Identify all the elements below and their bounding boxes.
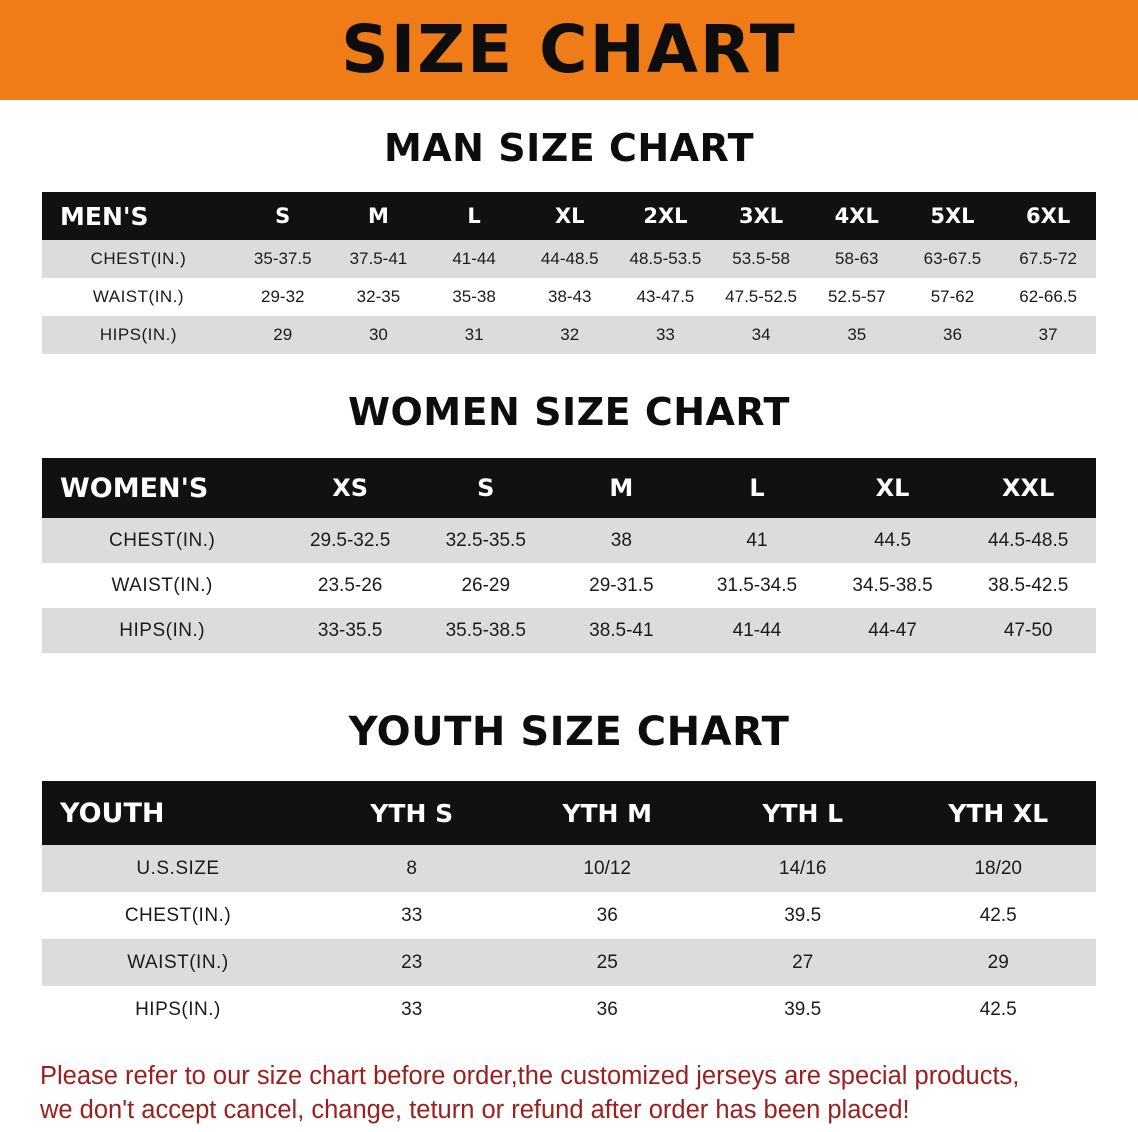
women-header-xs: XS xyxy=(282,458,418,518)
man-header-xl: XL xyxy=(522,192,618,240)
women-section-heading: WOMEN SIZE CHART xyxy=(348,390,790,434)
women-table-header xyxy=(42,458,1096,518)
man-hips-6xl: 37 xyxy=(1000,316,1096,354)
table-row xyxy=(42,316,1096,354)
man-header-s: S xyxy=(235,192,331,240)
man-hips-4xl: 35 xyxy=(809,316,905,354)
women-hips-m: 38.5-41 xyxy=(554,608,690,653)
man-header-mens: MEN'S xyxy=(42,192,235,240)
man-header-6xl: 6XL xyxy=(1000,192,1096,240)
man-header-4xl: 4XL xyxy=(809,192,905,240)
women-waist-xl: 34.5-38.5 xyxy=(825,563,961,608)
youth-section-heading: YOUTH SIZE CHART xyxy=(348,709,790,755)
table-header-row xyxy=(42,781,1096,845)
man-row-label-hips: HIPS(IN.) xyxy=(42,316,235,354)
man-chest-5xl: 63-67.5 xyxy=(905,240,1001,278)
youth-table-header xyxy=(42,781,1096,845)
man-row-label-chest: CHEST(IN.) xyxy=(42,240,235,278)
women-header-xl: XL xyxy=(825,458,961,518)
table-row xyxy=(42,892,1096,939)
youth-waist-ythxl: 29 xyxy=(900,939,1096,986)
women-row-label-waist: WAIST(IN.) xyxy=(42,563,282,608)
women-chest-xl: 44.5 xyxy=(825,518,961,563)
youth-waist-yths: 23 xyxy=(314,939,510,986)
women-chest-s: 32.5-35.5 xyxy=(418,518,554,563)
youth-row-label-ussize: U.S.SIZE xyxy=(42,845,314,892)
man-row-label-waist: WAIST(IN.) xyxy=(42,278,235,316)
youth-header-ythl: YTH L xyxy=(705,781,901,845)
youth-table-body xyxy=(42,845,1096,1033)
youth-hips-ythm: 36 xyxy=(509,986,705,1033)
youth-table-wrap xyxy=(42,781,1096,1033)
order-policy-note xyxy=(40,1059,1098,1128)
man-hips-l: 31 xyxy=(426,316,522,354)
youth-size-table xyxy=(42,781,1096,1033)
table-row xyxy=(42,939,1096,986)
women-chest-m: 38 xyxy=(554,518,690,563)
man-waist-6xl: 62-66.5 xyxy=(1000,278,1096,316)
man-chest-s: 35-37.5 xyxy=(235,240,331,278)
man-header-2xl: 2XL xyxy=(618,192,714,240)
table-row xyxy=(42,845,1096,892)
women-header-m: M xyxy=(554,458,690,518)
youth-row-label-chest: CHEST(IN.) xyxy=(42,892,314,939)
man-header-5xl: 5XL xyxy=(905,192,1001,240)
women-chest-l: 41 xyxy=(689,518,825,563)
size-chart-banner xyxy=(0,0,1138,100)
man-header-m: M xyxy=(331,192,427,240)
women-size-table xyxy=(42,458,1096,653)
youth-ussize-ythm: 10/12 xyxy=(509,845,705,892)
table-row xyxy=(42,608,1096,653)
women-row-label-hips: HIPS(IN.) xyxy=(42,608,282,653)
man-chest-4xl: 58-63 xyxy=(809,240,905,278)
youth-header-youth: YOUTH xyxy=(42,781,314,845)
man-chest-2xl: 48.5-53.5 xyxy=(618,240,714,278)
women-hips-xxl: 47-50 xyxy=(960,608,1096,653)
women-header-l: L xyxy=(689,458,825,518)
man-chest-l: 41-44 xyxy=(426,240,522,278)
women-table-wrap xyxy=(42,458,1096,653)
man-hips-xl: 32 xyxy=(522,316,618,354)
youth-chest-ythm: 36 xyxy=(509,892,705,939)
man-header-l: L xyxy=(426,192,522,240)
youth-waist-ythl: 27 xyxy=(705,939,901,986)
man-hips-5xl: 36 xyxy=(905,316,1001,354)
man-table-header xyxy=(42,192,1096,240)
women-row-label-chest: CHEST(IN.) xyxy=(42,518,282,563)
youth-ussize-yths: 8 xyxy=(314,845,510,892)
youth-hips-ythxl: 42.5 xyxy=(900,986,1096,1033)
man-waist-l: 35-38 xyxy=(426,278,522,316)
youth-header-ythm: YTH M xyxy=(509,781,705,845)
women-hips-xs: 33-35.5 xyxy=(282,608,418,653)
youth-waist-ythm: 25 xyxy=(509,939,705,986)
youth-hips-yths: 33 xyxy=(314,986,510,1033)
youth-chest-yths: 33 xyxy=(314,892,510,939)
youth-header-yths: YTH S xyxy=(314,781,510,845)
youth-header-ythxl: YTH XL xyxy=(900,781,1096,845)
man-hips-m: 30 xyxy=(331,316,427,354)
man-waist-m: 32-35 xyxy=(331,278,427,316)
youth-hips-ythl: 39.5 xyxy=(705,986,901,1033)
table-header-row xyxy=(42,192,1096,240)
women-waist-m: 29-31.5 xyxy=(554,563,690,608)
women-waist-xs: 23.5-26 xyxy=(282,563,418,608)
man-waist-2xl: 43-47.5 xyxy=(618,278,714,316)
man-waist-s: 29-32 xyxy=(235,278,331,316)
women-waist-l: 31.5-34.5 xyxy=(689,563,825,608)
table-row xyxy=(42,986,1096,1033)
youth-ussize-ythl: 14/16 xyxy=(705,845,901,892)
women-chest-xs: 29.5-32.5 xyxy=(282,518,418,563)
man-waist-5xl: 57-62 xyxy=(905,278,1001,316)
man-waist-xl: 38-43 xyxy=(522,278,618,316)
table-row xyxy=(42,563,1096,608)
women-chest-xxl: 44.5-48.5 xyxy=(960,518,1096,563)
youth-row-label-hips: HIPS(IN.) xyxy=(42,986,314,1033)
women-header-s: S xyxy=(418,458,554,518)
man-chest-xl: 44-48.5 xyxy=(522,240,618,278)
man-table-wrap xyxy=(42,192,1096,354)
man-waist-4xl: 52.5-57 xyxy=(809,278,905,316)
youth-chest-ythxl: 42.5 xyxy=(900,892,1096,939)
page-title: SIZE CHART xyxy=(341,11,797,88)
women-table-body xyxy=(42,518,1096,653)
table-row xyxy=(42,278,1096,316)
order-policy-note-line2: we don't accept cancel, change, teturn or refund after order has been placed! xyxy=(40,1096,910,1125)
women-waist-xxl: 38.5-42.5 xyxy=(960,563,1096,608)
women-waist-s: 26-29 xyxy=(418,563,554,608)
man-chest-3xl: 53.5-58 xyxy=(713,240,809,278)
youth-chest-ythl: 39.5 xyxy=(705,892,901,939)
youth-row-label-waist: WAIST(IN.) xyxy=(42,939,314,986)
man-section-heading: MAN SIZE CHART xyxy=(383,126,755,170)
man-chest-m: 37.5-41 xyxy=(331,240,427,278)
man-hips-2xl: 33 xyxy=(618,316,714,354)
table-row xyxy=(42,518,1096,563)
man-table-body xyxy=(42,240,1096,354)
table-row xyxy=(42,240,1096,278)
man-chest-6xl: 67.5-72 xyxy=(1000,240,1096,278)
order-policy-note-line1: Please refer to our size chart before order,the customized jerseys are special products, xyxy=(40,1062,1020,1090)
women-header-xxl: XXL xyxy=(960,458,1096,518)
women-header-womens: WOMEN'S xyxy=(42,458,282,518)
man-hips-s: 29 xyxy=(235,316,331,354)
man-header-3xl: 3XL xyxy=(713,192,809,240)
man-waist-3xl: 47.5-52.5 xyxy=(713,278,809,316)
women-hips-l: 41-44 xyxy=(689,608,825,653)
youth-ussize-ythxl: 18/20 xyxy=(900,845,1096,892)
table-header-row xyxy=(42,458,1096,518)
man-hips-3xl: 34 xyxy=(713,316,809,354)
man-size-table xyxy=(42,192,1096,354)
women-hips-s: 35.5-38.5 xyxy=(418,608,554,653)
women-hips-xl: 44-47 xyxy=(825,608,961,653)
